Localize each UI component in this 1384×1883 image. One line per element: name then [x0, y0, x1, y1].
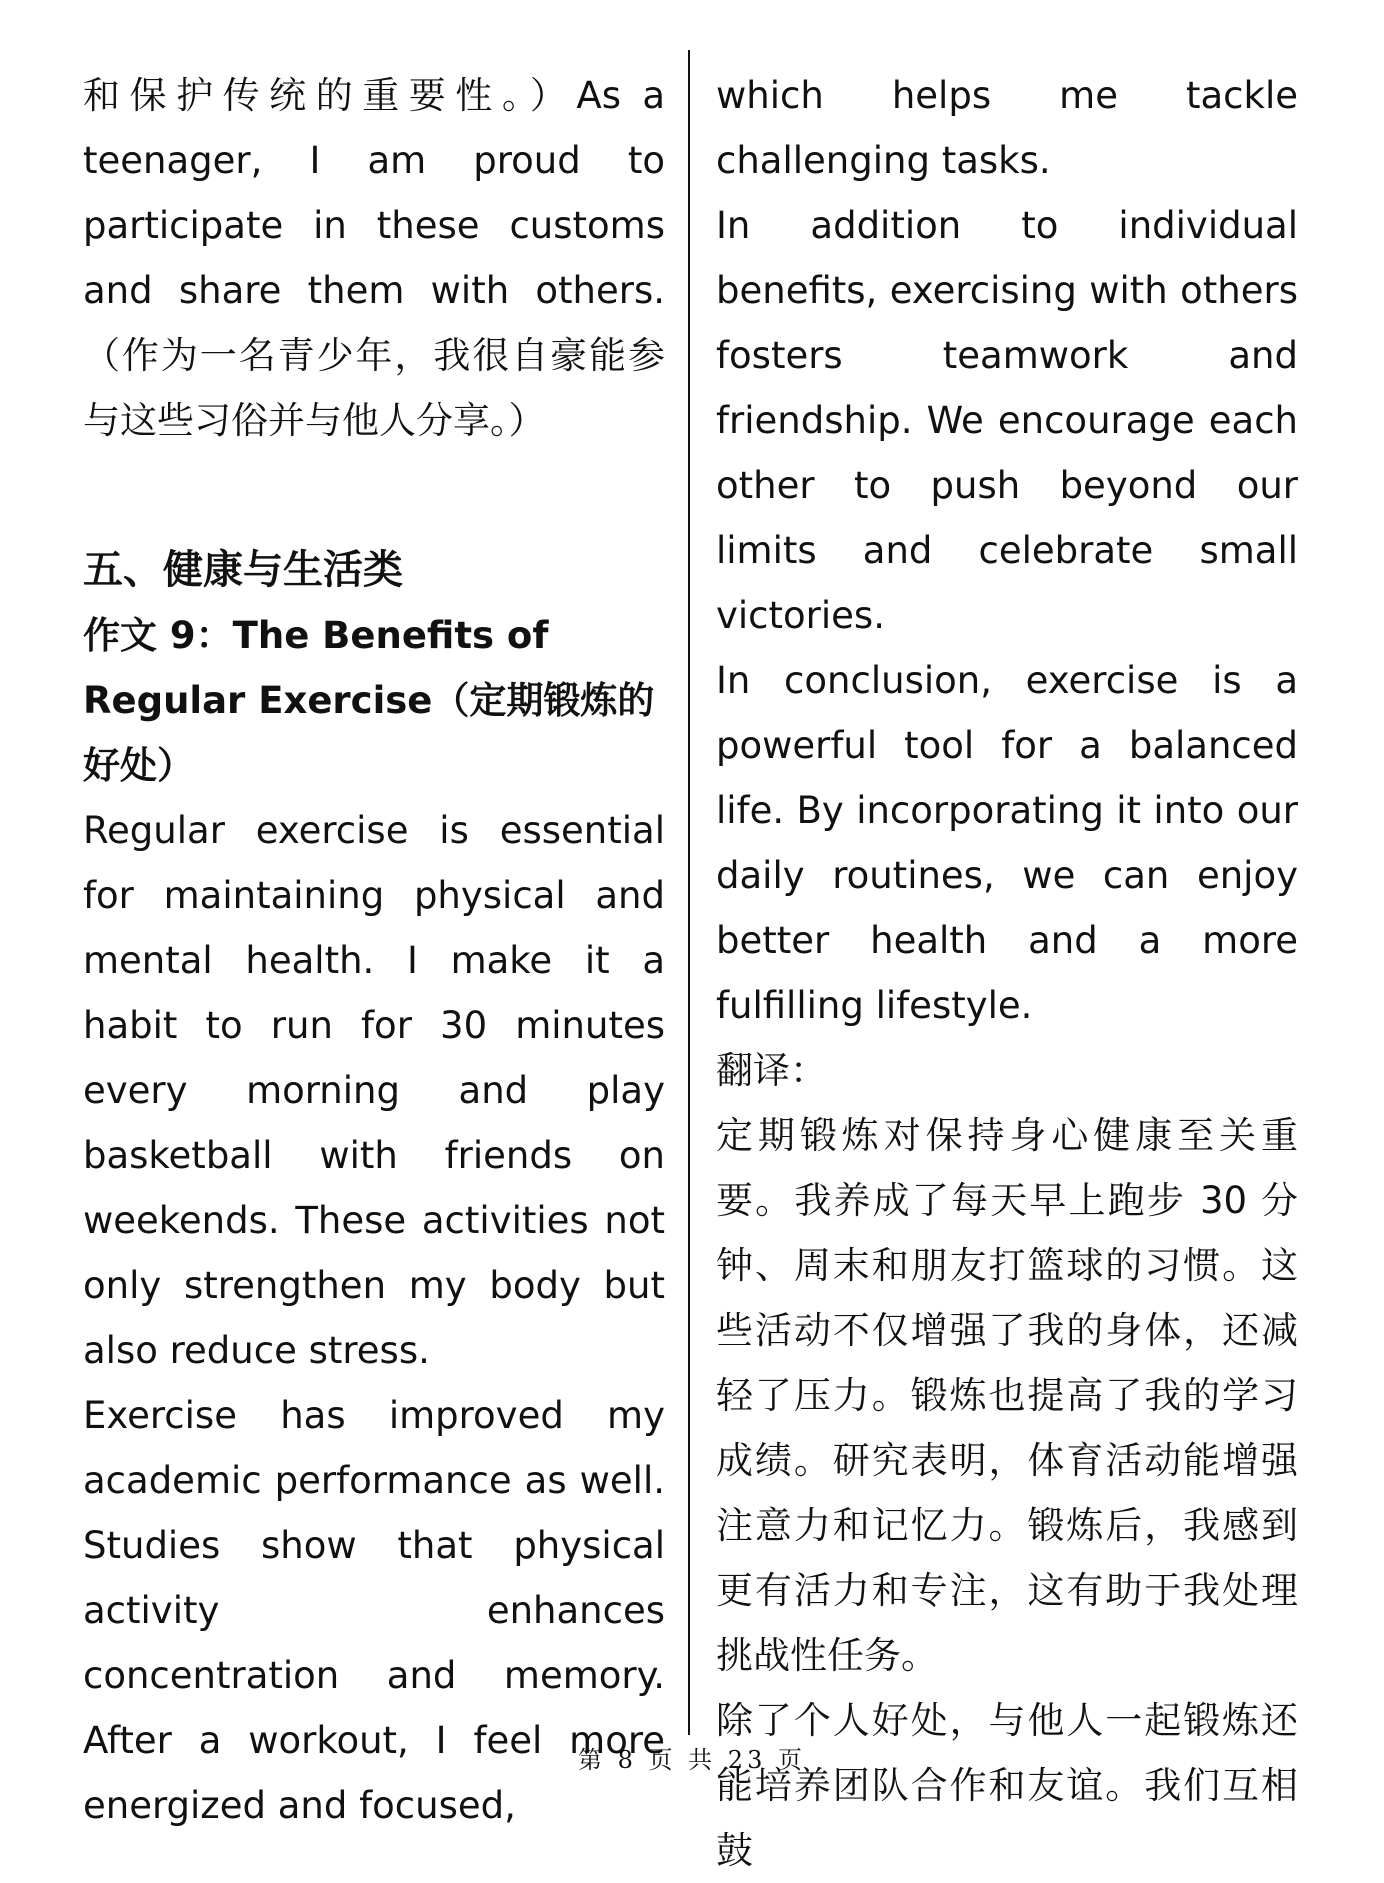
translation-paragraph-1: 定期锻炼对保持身心健康至关重要。我养成了每天早上跑步 30 分钟、周末和朋友打篮球的习惯。这些活动不仅增强了我的身体，还减轻了压力。锻炼也提高了我的学习成绩。研究表明，体育活动能增强注意力和记忆力。锻炼后，我感到更有活力和专注，这有助于我处理挑战性任务。	[716, 1114, 1298, 1677]
right-column	[716, 63, 1298, 1883]
intro-paragraph: 和保护传统的重要性。）As a teenager, I am proud to participate in these customs and share them with others.（作为一名青少年，我很自豪能参与这些习俗并与他人分享。）	[83, 74, 665, 442]
column-divider	[688, 50, 690, 1735]
essay-paragraph-3: In addition to individual benefits, exercising with others fosters teamwork and friendship. We encourage each other to push beyond our limits and celebrate small victories.	[716, 204, 1298, 637]
essay-paragraph-4: In conclusion, exercise is a powerful tool for a balanced life. By incorporating it into our daily routines, we can enjoy better health and a more fulfilling lifestyle.	[716, 659, 1298, 1027]
section-gap	[83, 453, 665, 538]
translation-paragraph-2: 除了个人好处，与他人一起锻炼还能培养团队合作和友谊。我们互相鼓	[716, 1699, 1298, 1872]
essay-title: 作文 9：The Benefits of Regular Exercise（定期锻炼的好处）	[83, 614, 655, 787]
left-column	[83, 63, 665, 1838]
essay-paragraph-2-continued: which helps me tackle challenging tasks.	[716, 74, 1298, 182]
page-number-footer: 第 8 页 共 23 页	[578, 1746, 806, 1774]
section-title: 五、健康与生活类	[83, 547, 403, 593]
essay-paragraph-2: Exercise has improved my academic performance as well. Studies show that physical activity enhances concentration and memory. After a workout, I feel more energized and focused,	[83, 1394, 665, 1827]
essay-paragraph-1: Regular exercise is essential for maintaining physical and mental health. I make it a habit to run for 30 minutes every morning and play basketball with friends on weekends. These activities not only strengthen my body but also reduce stress.	[83, 809, 665, 1372]
translation-label: 翻译：	[716, 1049, 827, 1092]
